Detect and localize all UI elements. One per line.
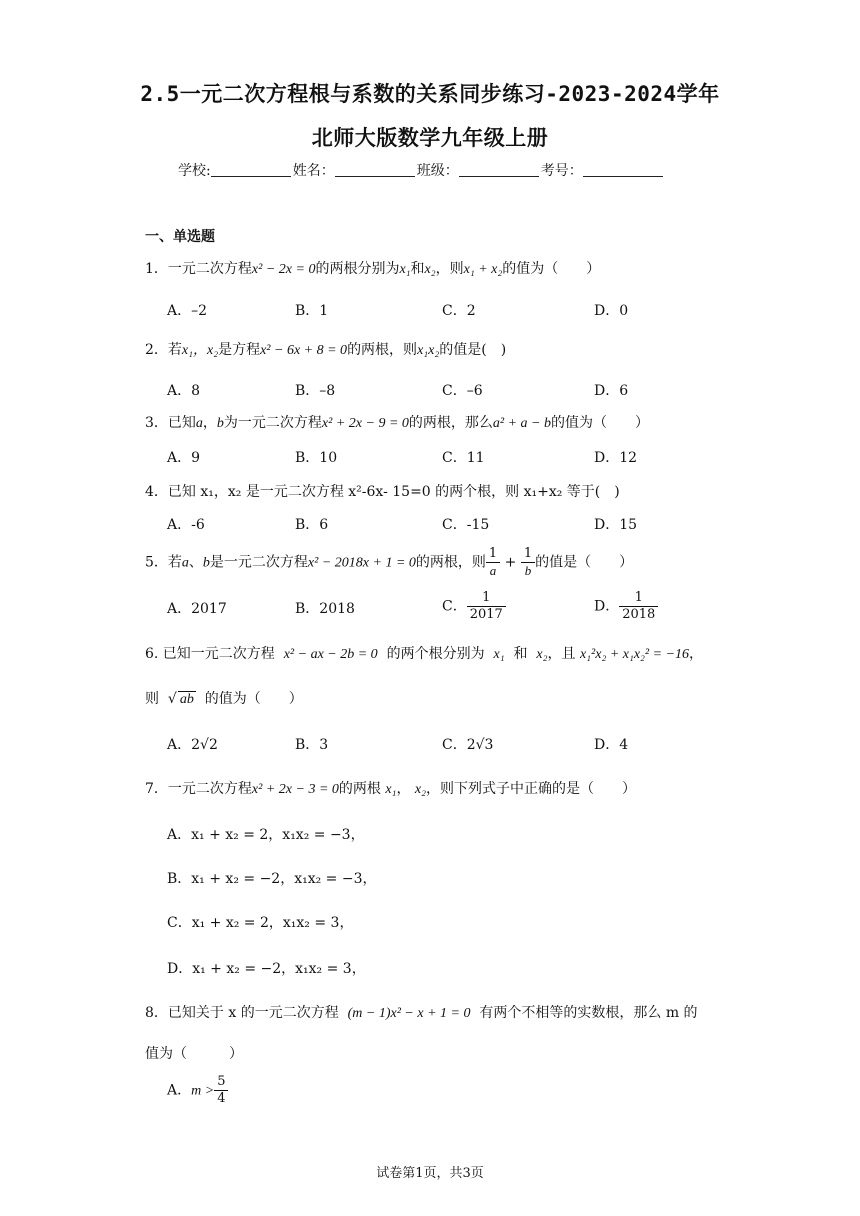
- q1-text-2: 的两根分别为: [315, 261, 400, 277]
- q6-condition: x₁²x₂ + x₁x₂² = −16: [579, 647, 690, 662]
- q7-equation: x² + 2x − 3 = 0: [251, 782, 339, 797]
- q6-options: [167, 734, 787, 758]
- q8-equation: (m − 1)x² − x + 1 = 0: [347, 1006, 471, 1021]
- q4-options: [167, 514, 787, 538]
- q5-option-d-fraction: $\frac{1}{2018}$: [619, 590, 658, 623]
- q3-option-b[interactable]: B．10: [295, 450, 338, 466]
- q7-root-1: x₁: [385, 782, 397, 797]
- q1-number: 1．: [145, 261, 168, 277]
- q4-option-a[interactable]: A．-6: [167, 517, 205, 533]
- question-8-line-1: 8．已知关于 x 的一元二次方程 (m − 1)x² − x + 1 = 0 有两个不相等的实数根，那么 m 的: [145, 1005, 698, 1021]
- name-label: 姓名：: [292, 163, 335, 179]
- q5-number: 5．: [145, 554, 168, 571]
- q5-option-b[interactable]: B．2018: [295, 601, 355, 617]
- sqrt-icon: √: [167, 691, 177, 707]
- q5-var-b: b: [202, 555, 210, 571]
- q5-options: [167, 590, 787, 628]
- exam-no-label: 考号：: [540, 163, 583, 179]
- q2-equation: x² − 6x + 8 = 0: [260, 343, 348, 358]
- q1-option-b[interactable]: B．1: [295, 303, 329, 319]
- q1-expression: x₁ + x₂: [463, 262, 503, 277]
- q5-text-4: 的值是（ ）: [535, 554, 634, 571]
- q8-option-a[interactable]: A．m > $\frac{5}{4}$: [167, 1074, 228, 1107]
- question-8-line-2: 值为（ ）: [145, 1046, 243, 1062]
- q7-root-2: x₂: [414, 782, 426, 797]
- q6-sqrt-ab: ab: [179, 692, 194, 707]
- q2-text-4: 的值是( ): [439, 342, 507, 358]
- q2-option-b[interactable]: B．–8: [295, 383, 336, 399]
- q6-option-b[interactable]: B．3: [295, 737, 329, 753]
- q3-text-3: 的两根，那么: [408, 415, 493, 431]
- title-line-1: 2.5一元二次方程根与系数的关系同步练习-2023-2024学年: [140, 82, 720, 106]
- q2-option-d[interactable]: D．6: [594, 383, 629, 399]
- q1-root-2: x₂: [424, 262, 436, 277]
- q1-text-5: 的值为（ ）: [502, 261, 601, 277]
- exam-no-blank[interactable]: [583, 162, 663, 177]
- question-5: 5．若a、b是一元二次方程x² − 2018x + 1 = 0的两根，则 $\frac{1}{a}$ + $\frac{1}{b}$ 的值是（ ）: [145, 546, 634, 578]
- q7-option-b[interactable]: B．x₁ + x₂ = −2，x₁x₂ = −3，: [167, 871, 377, 887]
- q3-text-4: 的值为（ ）: [550, 415, 649, 431]
- q4-option-d[interactable]: D．15: [594, 517, 638, 533]
- q6-root-2: x₂: [536, 647, 548, 662]
- q5-text: 若: [167, 554, 182, 571]
- class-label: 班级：: [416, 163, 459, 179]
- q1-equation: x² − 2x = 0: [251, 262, 316, 277]
- q5-fraction-1-over-b: $\frac{1}{b}$: [521, 546, 535, 579]
- q3-var-a: a: [195, 416, 203, 431]
- q5-option-c-fraction: $\frac{1}{2017}$: [467, 590, 506, 623]
- q3-option-d[interactable]: D．12: [594, 450, 638, 466]
- q3-option-a[interactable]: A．9: [167, 450, 201, 466]
- q3-option-c[interactable]: C．11: [442, 450, 485, 466]
- class-blank[interactable]: [459, 162, 539, 177]
- question-2: [145, 339, 506, 359]
- q2-text: 若: [167, 342, 182, 358]
- q1-text-3: 和: [410, 261, 425, 277]
- q3-expression: a² + a − b: [492, 416, 551, 431]
- q3-number: 3．: [145, 415, 168, 431]
- q7-option-c[interactable]: C．x₁ + x₂ = 2，x₁x₂ = 3，: [167, 915, 354, 931]
- page-footer: 试卷第1页，共3页: [376, 1166, 484, 1181]
- q2-roots: x₁，x₂: [181, 343, 219, 358]
- student-info-line: [178, 160, 665, 180]
- q5-equation: x² − 2018x + 1 = 0: [307, 555, 416, 571]
- q6-equation: x² − ax − 2b = 0: [283, 647, 378, 662]
- q8-option-a-fraction: $\frac{5}{4}$: [214, 1074, 228, 1107]
- q3-equation: x² + 2x − 9 = 0: [321, 416, 409, 431]
- q3-text-2: 为一元二次方程: [223, 415, 322, 431]
- q1-option-c[interactable]: C．2: [442, 303, 476, 319]
- q1-options: [167, 300, 787, 324]
- q6-root-1: x₁: [493, 647, 505, 662]
- q6-option-c[interactable]: C．2√3: [442, 737, 494, 753]
- q5-option-c[interactable]: C． $\frac{1}{2017}$: [442, 590, 506, 623]
- q5-option-a[interactable]: A．2017: [167, 601, 227, 617]
- q3-comma: ，: [202, 415, 217, 431]
- section-heading: 一、单选题: [145, 229, 215, 245]
- q5-var-a: a: [181, 555, 189, 571]
- question-7: 7．一元二次方程x² + 2x − 3 = 0的两根 x₁， x₂，则下列式子中正确的是（ ）: [145, 781, 636, 797]
- q3-options: [167, 447, 787, 471]
- q5-sep: 、: [188, 554, 203, 571]
- q1-option-d[interactable]: D．0: [594, 303, 629, 319]
- name-blank[interactable]: [335, 162, 415, 177]
- q2-options: [167, 380, 787, 404]
- q5-fraction-1-over-a: $\frac{1}{a}$: [486, 546, 500, 579]
- q2-expression: x₁x₂: [417, 343, 440, 358]
- question-4: 4．已知 x₁，x₂ 是一元二次方程 x²-6x- 15=0 的两个根，则 x₁+x₂ 等于( ): [145, 484, 620, 500]
- q6-option-a[interactable]: A．2√2: [167, 737, 218, 753]
- q2-option-a[interactable]: A．8: [167, 383, 201, 399]
- q7-option-d[interactable]: D．x₁ + x₂ = −2，x₁x₂ = 3，: [167, 961, 366, 977]
- q2-number: 2．: [145, 342, 168, 358]
- q5-option-d[interactable]: D． $\frac{1}{2018}$: [594, 590, 658, 623]
- q4-option-b[interactable]: B．6: [295, 517, 329, 533]
- q4-option-c[interactable]: C．-15: [442, 517, 490, 533]
- school-blank[interactable]: [211, 162, 291, 177]
- q2-text-3: 的两根，则: [347, 342, 418, 358]
- title-line-2: 北师大版数学九年级上册: [311, 126, 549, 150]
- q2-option-c[interactable]: C．–6: [442, 383, 483, 399]
- q7-option-a[interactable]: A．x₁ + x₂ = 2，x₁x₂ = −3，: [167, 827, 365, 843]
- q2-text-2: 是方程: [218, 342, 261, 358]
- q1-text-4: ，则: [435, 261, 464, 277]
- q6-option-d[interactable]: D．4: [594, 737, 629, 753]
- q1-option-a[interactable]: A．–2: [167, 303, 208, 319]
- question-6-line-1: 6. 已知一元二次方程 x² − ax − 2b = 0 的两个根分别为 x₁ 和 x₂，且 x₁²x₂ + x₁x₂² = −16，: [145, 646, 704, 662]
- q5-text-3: 的两根，则: [415, 554, 486, 571]
- q3-text: 已知: [167, 415, 196, 431]
- q5-text-2: 是一元二次方程: [209, 554, 308, 571]
- question-3: [145, 412, 649, 432]
- q1-root-1: x₁: [399, 262, 411, 277]
- question-6-line-2: 则 √ ab 的值为（ ）: [145, 691, 303, 707]
- q3-var-b: b: [216, 416, 224, 431]
- q1-text: 一元二次方程: [167, 261, 252, 277]
- school-label: 学校:: [178, 163, 211, 179]
- question-1: [145, 258, 600, 278]
